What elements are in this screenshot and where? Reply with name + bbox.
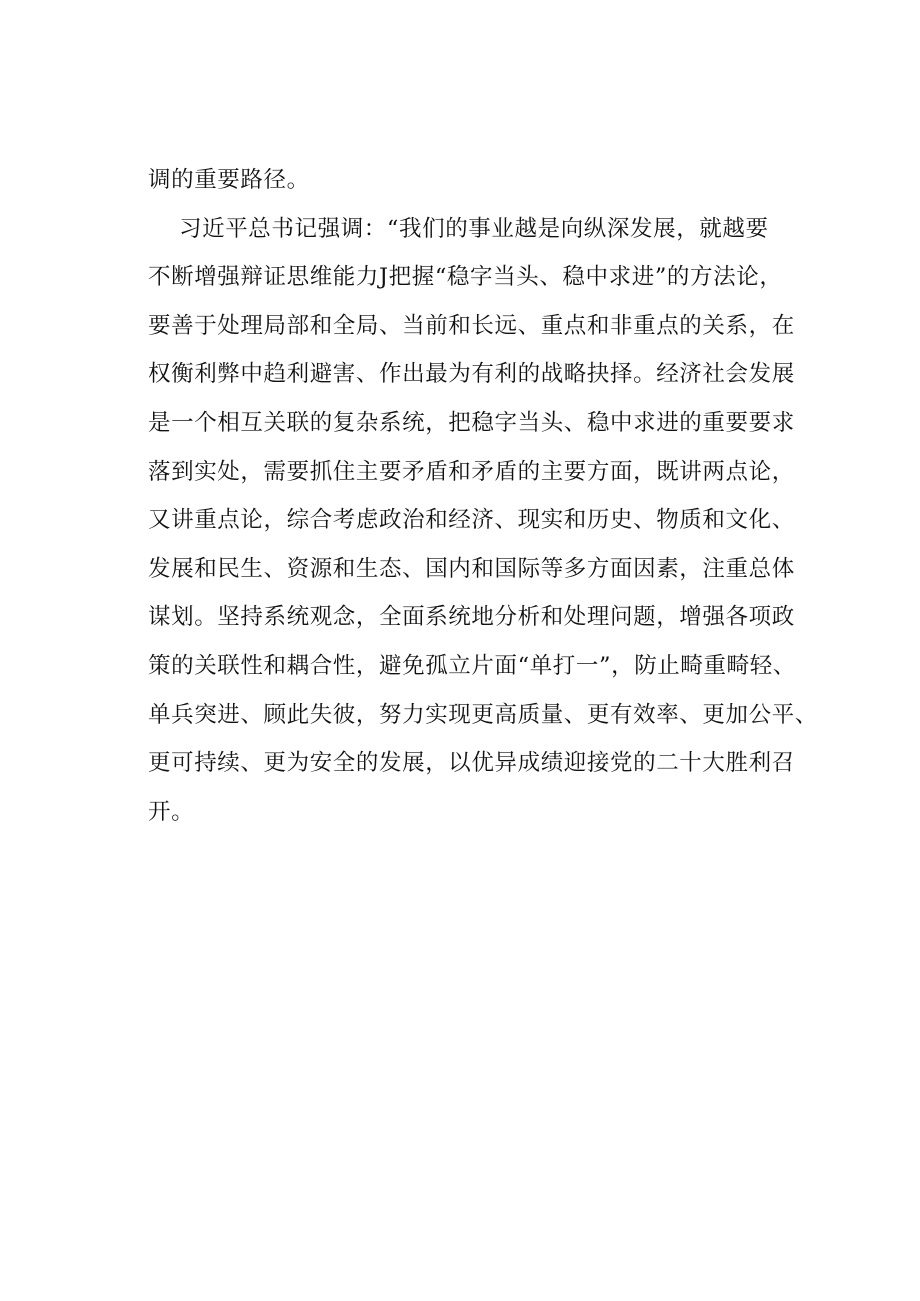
text-line: 单兵突进、顾此失彼，努力实现更高质量、更有效率、更加公平、 bbox=[148, 701, 818, 728]
text-line: 策的关联性和耦合性，避免孤立片面“单打一”，防止畸重畸轻、 bbox=[148, 652, 796, 679]
text-line: 又讲重点论，综合考虑政治和经济、现实和历史、物质和文化、 bbox=[148, 507, 795, 534]
text-line: 要善于处理局部和全局、当前和长远、重点和非重点的关系，在 bbox=[148, 312, 795, 339]
text-line: 习近平总书记强调：“我们的事业越是向纵深发展，就越要 bbox=[148, 215, 769, 242]
text-line: 落到实处，需要抓住主要矛盾和矛盾的主要方面，既讲两点论， bbox=[148, 458, 795, 485]
text-line: 开。 bbox=[148, 798, 195, 825]
text-line: 是一个相互关联的复杂系统，把稳字当头、稳中求进的重要要求 bbox=[148, 409, 795, 436]
text-line: 调的重要路径。 bbox=[148, 167, 310, 193]
text-line: 更可持续、更为安全的发展，以优异成绩迎接党的二十大胜利召 bbox=[148, 750, 795, 777]
text-line: 权衡利弊中趋利避害、作出最为有利的战略抉择。经济社会发展 bbox=[148, 361, 795, 388]
text-line: 不断增强辩证思维能力J把握“稳字当头、稳中求进”的方法论， bbox=[148, 264, 783, 291]
text-line: 发展和民生、资源和生态、国内和国际等多方面因素，注重总体 bbox=[148, 555, 795, 582]
text-line: 谋划。坚持系统观念，全面系统地分析和处理问题，增强各项政 bbox=[148, 604, 795, 631]
body-text bbox=[148, 156, 828, 836]
